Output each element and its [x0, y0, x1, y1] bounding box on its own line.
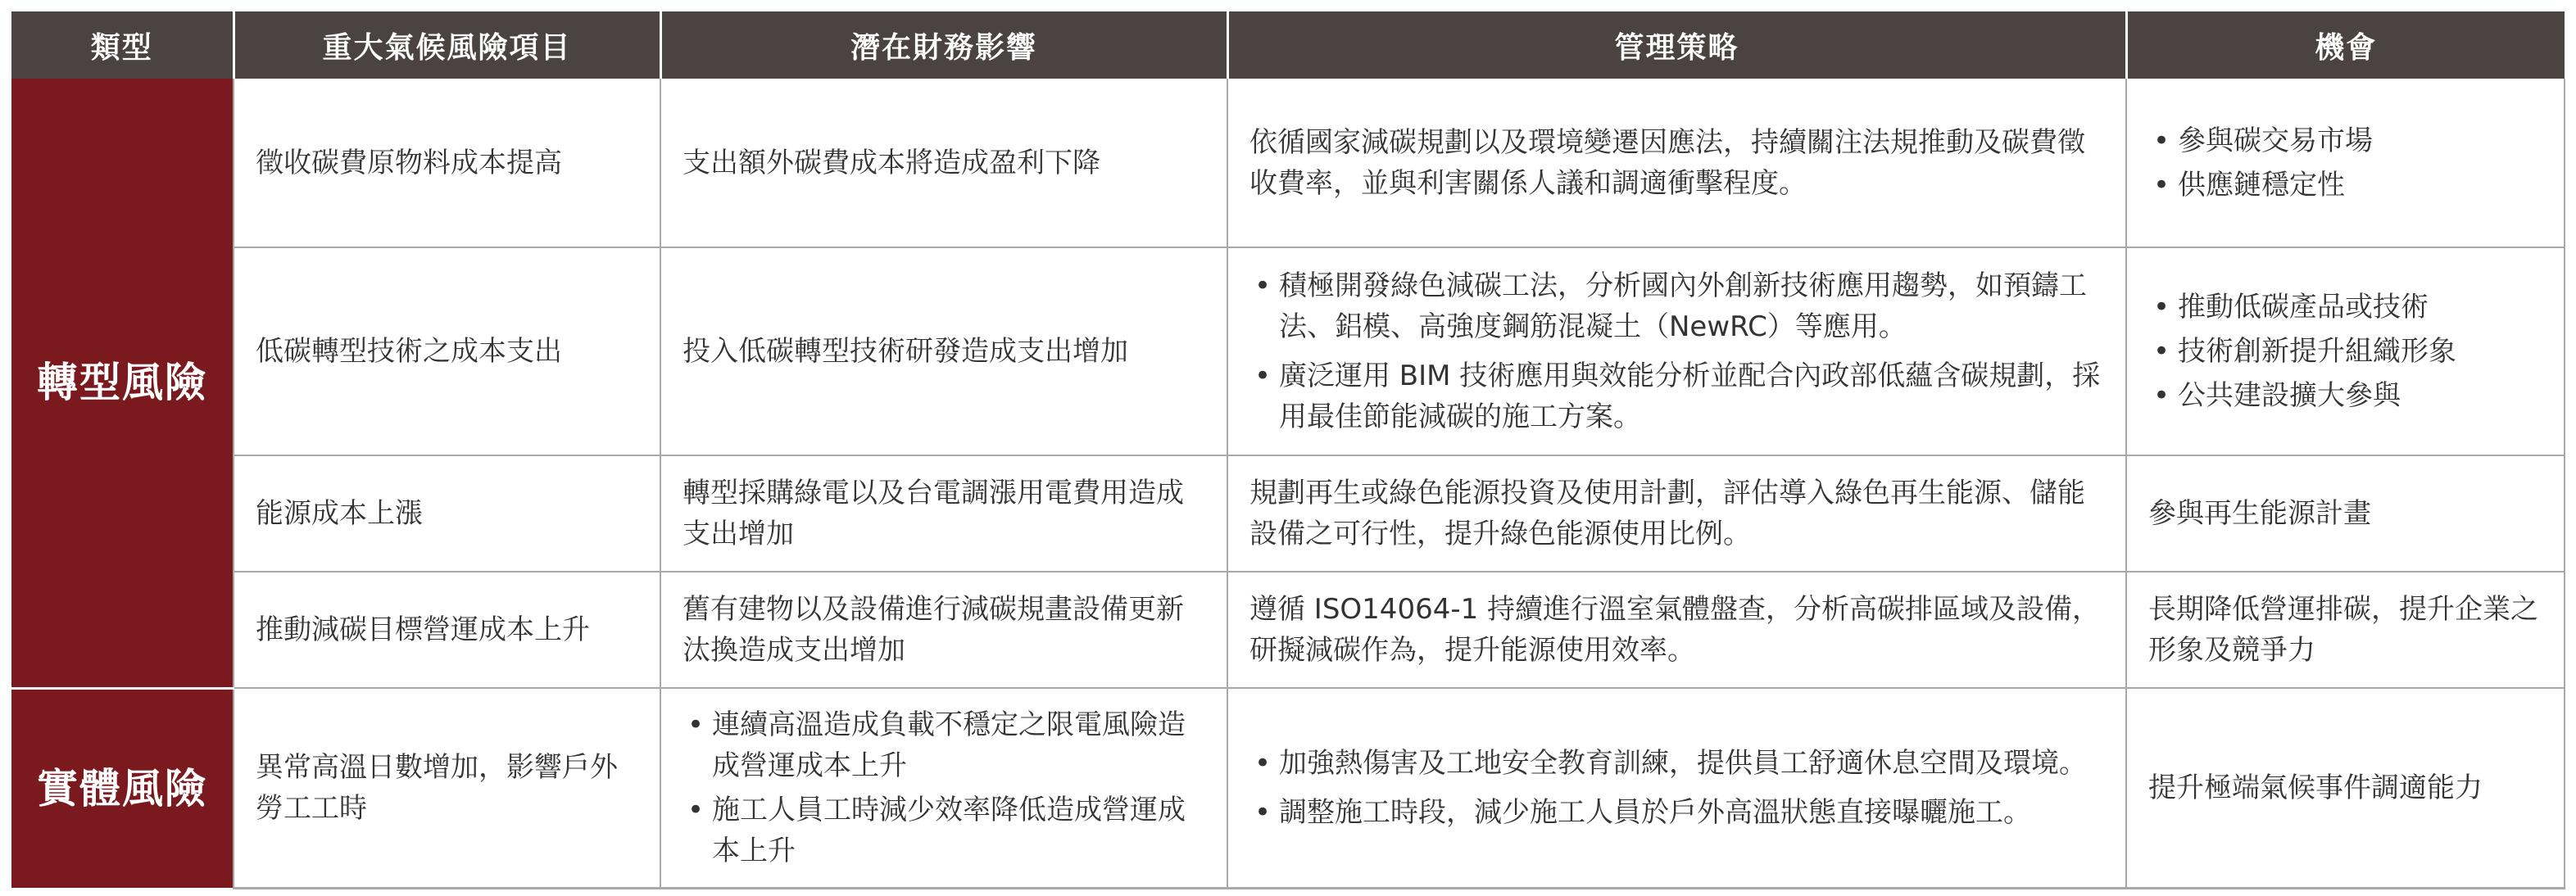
strategy [1227, 247, 2126, 455]
climate-risk-table [11, 11, 2565, 889]
climate-risk-table-container [11, 11, 2565, 889]
header-financial-impact: 潛在財務影響 [660, 11, 1227, 79]
strategy-list [1249, 265, 2104, 437]
header-type: 類型 [11, 11, 234, 79]
table-row [11, 247, 2565, 455]
opportunity [2126, 247, 2565, 455]
list-item: • 公共建設擴大參與 [2148, 375, 2542, 416]
table-row [11, 572, 2565, 688]
opportunity: 提升極端氣候事件調適能力 [2126, 688, 2565, 888]
opportunity [2126, 79, 2565, 247]
list-item: • 廣泛運用 BIM 技術應用與效能分析並配合內政部低蘊含碳規劃，採用最佳節能減碳的施工方案。 [1249, 355, 2104, 437]
list-item: • 推動低碳產品或技術 [2148, 287, 2542, 328]
header-strategy: 管理策略 [1227, 11, 2126, 79]
financial-impact: 投入低碳轉型技術研發造成支出增加 [660, 247, 1227, 455]
risk-item: 推動減碳目標營運成本上升 [234, 572, 660, 688]
impact-list [683, 704, 1205, 871]
strategy: 依循國家減碳規劃以及環境變遷因應法，持續關注法規推動及碳費徵收費率，並與利害關係人議和調適衝擊程度。 [1227, 79, 2126, 247]
strategy-list [1249, 743, 2104, 833]
financial-impact: 支出額外碳費成本將造成盈利下降 [660, 79, 1227, 247]
header-row [11, 11, 2565, 79]
strategy: 規劃再生或綠色能源投資及使用計劃，評估導入綠色再生能源、儲能設備之可行性，提升綠色能源使用比例。 [1227, 455, 2126, 572]
risk-item: 低碳轉型技術之成本支出 [234, 247, 660, 455]
financial-impact: 轉型採購綠電以及台電調漲用電費用造成支出增加 [660, 455, 1227, 572]
list-item: • 參與碳交易市場 [2148, 120, 2542, 161]
header-risk-item: 重大氣候風險項目 [234, 11, 660, 79]
list-item: • 連續高溫造成負載不穩定之限電風險造成營運成本上升 [683, 704, 1205, 786]
risk-item: 異常高溫日數增加，影響戶外勞工工時 [234, 688, 660, 888]
table-row [11, 455, 2565, 572]
header-opportunity: 機會 [2126, 11, 2565, 79]
list-item: • 調整施工時段，減少施工人員於戶外高溫狀態直接曝曬施工。 [1249, 792, 2104, 833]
risk-item: 能源成本上漲 [234, 455, 660, 572]
list-item: • 積極開發綠色減碳工法，分析國內外創新技術應用趨勢，如預鑄工法、鋁模、高強度鋼筋混凝土（NewRC）等應用。 [1249, 265, 2104, 347]
opportunity: 參與再生能源計畫 [2126, 455, 2565, 572]
table-row [11, 79, 2565, 247]
financial-impact [660, 688, 1227, 888]
opportunity-list [2148, 287, 2542, 416]
group-transition-risk: 轉型風險 [11, 79, 234, 688]
table-row [11, 688, 2565, 888]
strategy [1227, 688, 2126, 888]
risk-item: 徵收碳費原物料成本提高 [234, 79, 660, 247]
list-item: • 施工人員工時減少效率降低造成營運成本上升 [683, 790, 1205, 871]
opportunity-list [2148, 120, 2542, 206]
financial-impact: 舊有建物以及設備進行減碳規畫設備更新汰換造成支出增加 [660, 572, 1227, 688]
strategy: 遵循 ISO14064-1 持續進行溫室氣體盤查，分析高碳排區域及設備，研擬減碳作為，提升能源使用效率。 [1227, 572, 2126, 688]
opportunity: 長期降低營運排碳，提升企業之形象及競爭力 [2126, 572, 2565, 688]
list-item: • 供應鏈穩定性 [2148, 165, 2542, 206]
list-item: • 加強熱傷害及工地安全教育訓練，提供員工舒適休息空間及環境。 [1249, 743, 2104, 784]
group-physical-risk: 實體風險 [11, 688, 234, 888]
list-item: • 技術創新提升組織形象 [2148, 331, 2542, 372]
